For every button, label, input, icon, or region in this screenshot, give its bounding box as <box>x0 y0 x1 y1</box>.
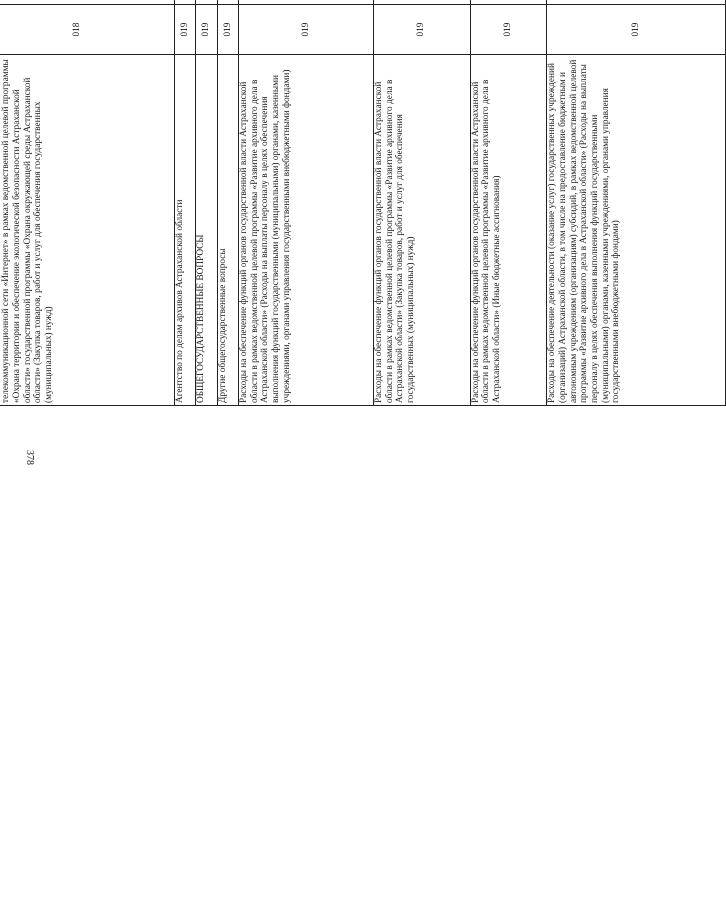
row-rz <box>547 0 726 5</box>
table-row <box>0 0 175 406</box>
row-grbs: 019 <box>374 5 471 55</box>
row-rz <box>0 0 175 5</box>
row-name: Агентство по делам архивов Астраханской области <box>175 55 196 406</box>
row-rz <box>239 0 374 5</box>
row-name: Расходы на обеспечение деятельности (оказание услуг) государственных учреждений (организаций) Астраханской области, в том числе на предоставление бюджетным и автономным учреждениям (организациям) субсидий, в рамках ведомственной целевой программы «Развитие архивного дела в Астраханской области» (Расходы на выплаты персоналу в целях обеспечения выполнения функций государственными (муниципальными) органами, казенными учреждениями, органами управления государственными внебюджетными фондами) <box>547 55 726 406</box>
rotated-table-container <box>0 0 726 406</box>
row-name: Расходы на обеспечение функций органов государственной власти Астраханской области в рамках ведомственной целевой программы «Развитие архивного дела в Астраханской области» (Иные бюджетные ассигнования) <box>470 55 547 406</box>
row-name: ОБЩЕГОСУДАРСТВЕННЫЕ ВОПРОСЫ <box>196 55 217 406</box>
row-rz <box>374 0 471 5</box>
row-name: Расходы на обеспечение функций органов государственной власти Астраханской области в рамках ведомственной целевой программы «Развитие архивного дела в Астраханской области» (Расходы на выплаты персоналу в целях обеспечения выполнения функций государственными (муниципальными) органами, казенными учреждениями, органами управления государственными внебюджетными фондами) <box>239 55 374 406</box>
table-row <box>374 0 471 406</box>
row-name: Другие общегосударственные вопросы <box>217 55 238 406</box>
row-rz <box>196 0 217 5</box>
row-grbs: 019 <box>196 5 217 55</box>
table-row <box>239 0 374 406</box>
table-row <box>175 0 196 406</box>
page-number: 378 <box>24 450 35 465</box>
row-grbs: 019 <box>547 5 726 55</box>
table-row <box>196 0 217 406</box>
row-name: телекоммуникационной сети «Интернет» в рамках ведомственной целевой программы «Охрана территории и обеспечение экологической безопасности Астраханской области» государственной программы «Охрана окружающей среды Астраханской области» (Закупка товаров, работ и услуг для обеспечения государственных (муниципальных) нужд) <box>0 55 175 406</box>
row-grbs: 019 <box>175 5 196 55</box>
row-rz <box>470 0 547 5</box>
table-row <box>547 0 726 406</box>
row-grbs: 018 <box>0 5 175 55</box>
row-name: Расходы на обеспечение функций органов государственной власти Астраханской области в рамках ведомственной целевой программы «Развитие архивного дела в Астраханской области» (Закупка товаров, работ и услуг для обеспечения государственных (муниципальных) нужд) <box>374 55 471 406</box>
row-grbs: 019 <box>239 5 374 55</box>
budget-table <box>0 0 726 406</box>
table-row <box>470 0 547 406</box>
row-rz <box>217 0 238 5</box>
row-grbs: 019 <box>217 5 238 55</box>
table-row <box>217 0 238 406</box>
row-rz <box>175 0 196 5</box>
row-grbs: 019 <box>470 5 547 55</box>
